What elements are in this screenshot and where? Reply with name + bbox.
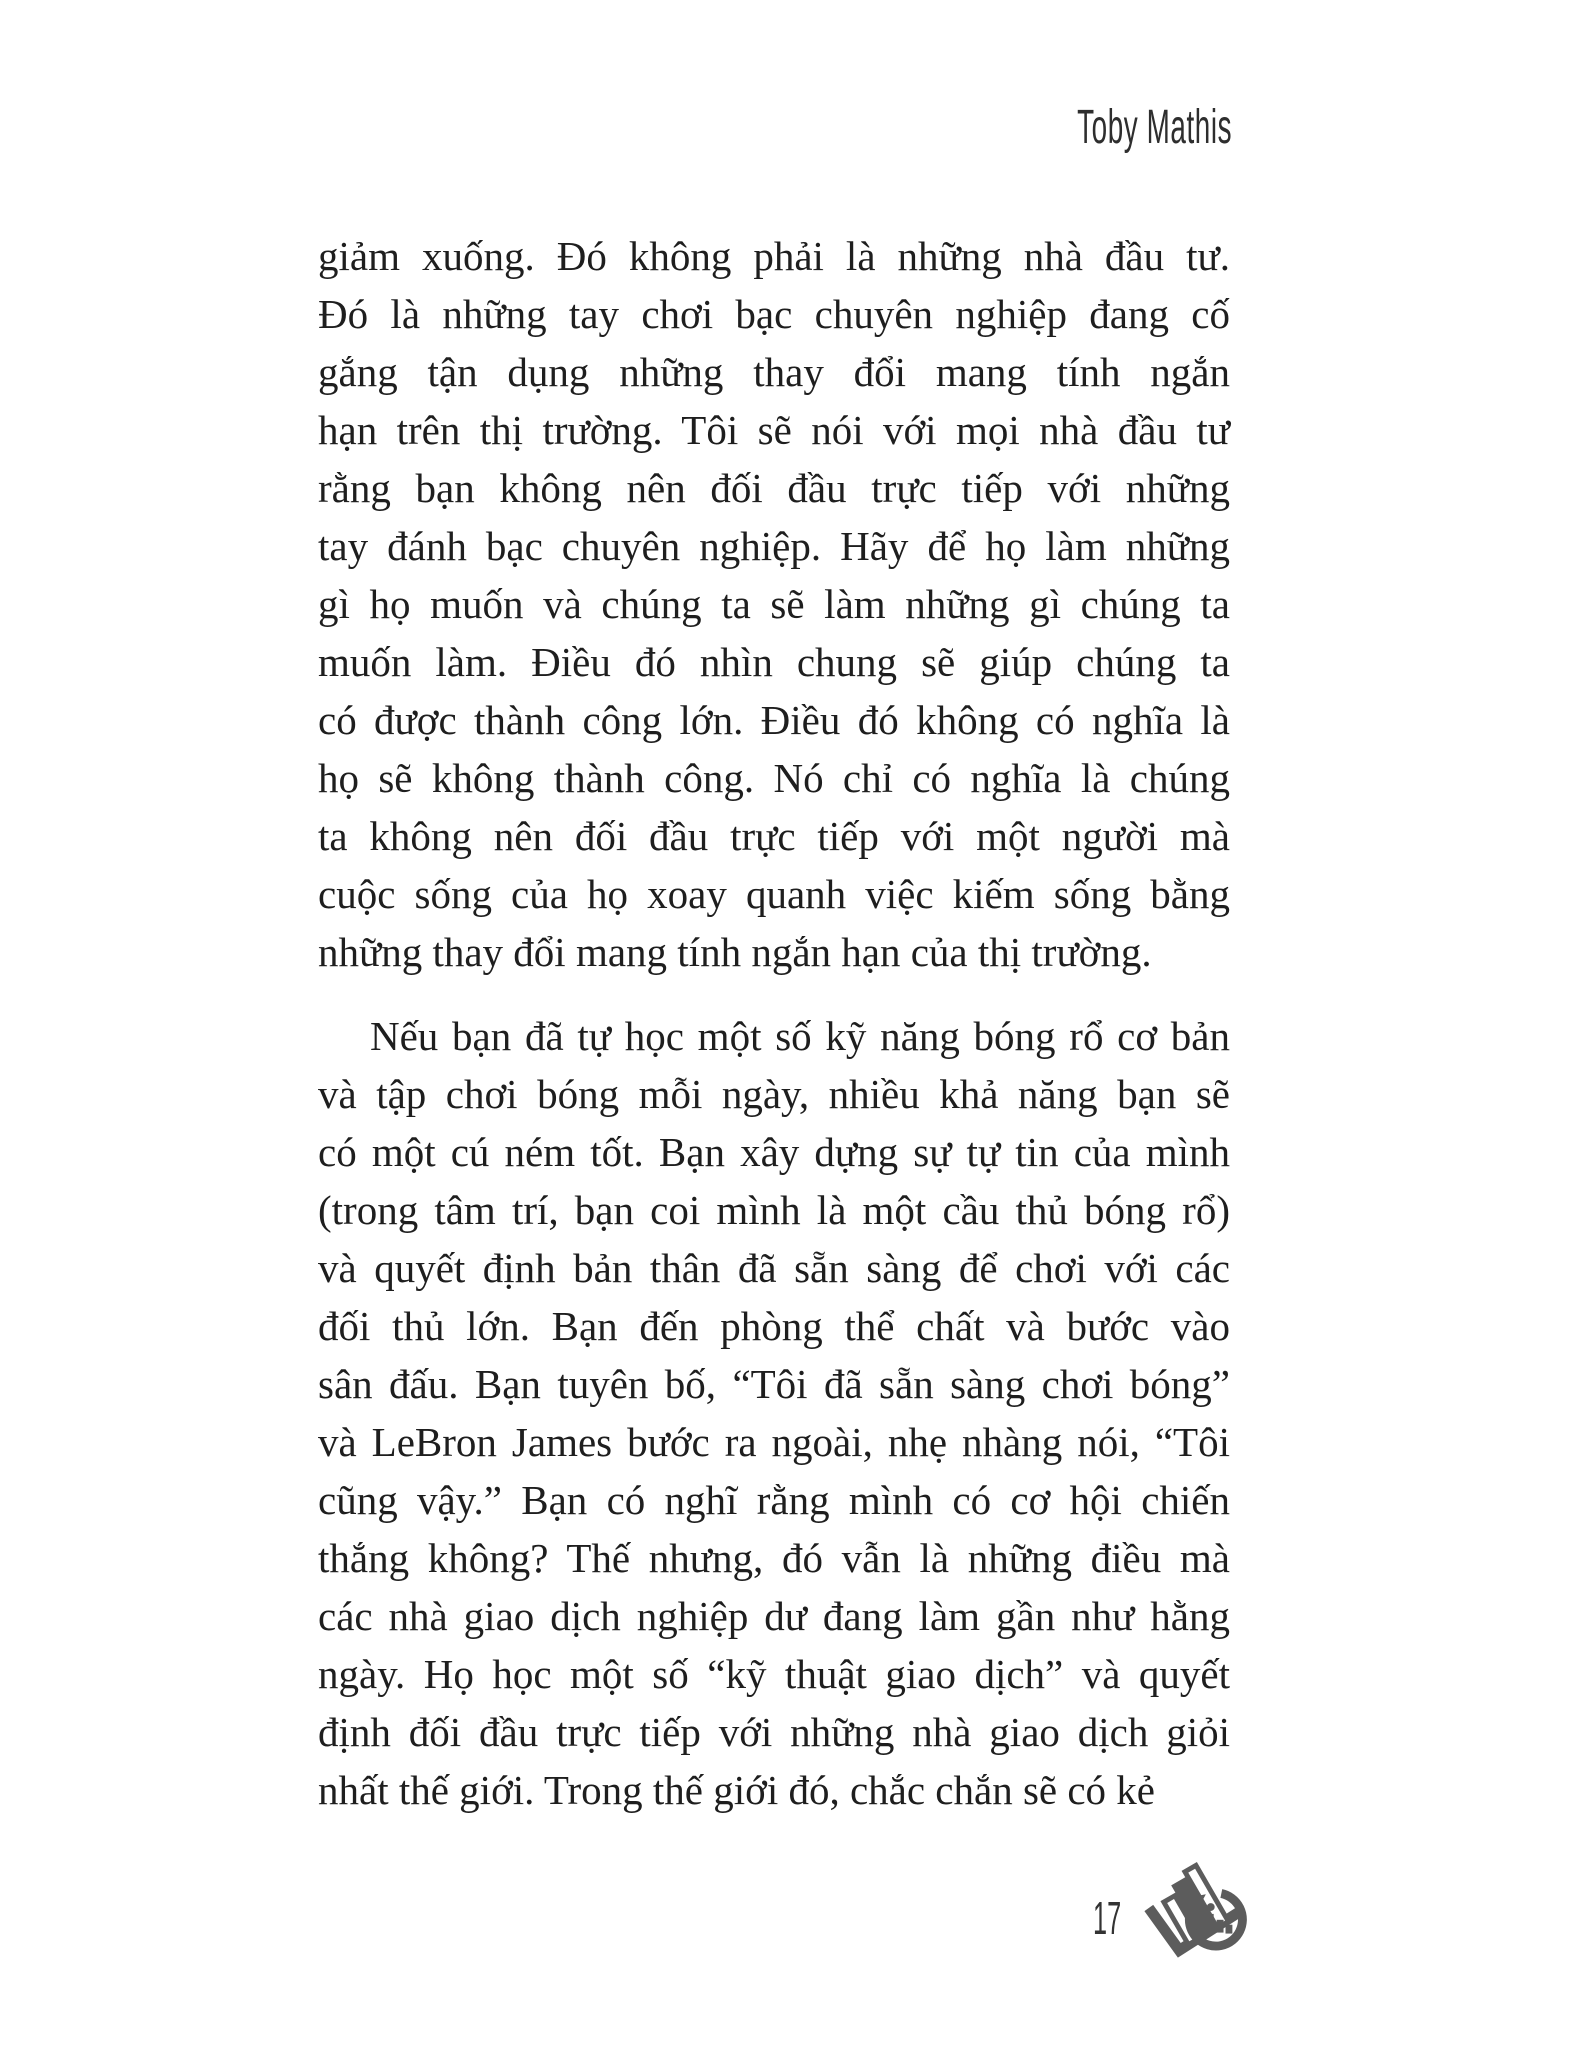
text-line: họ sẽ không thành công. Nó chỉ có nghĩa là chúng [318, 755, 1230, 801]
text-line: muốn làm. Điều đó nhìn chung sẽ giúp chúng ta [318, 639, 1230, 685]
text-line: các nhà giao dịch nghiệp dư đang làm gần như hằng [318, 1593, 1230, 1639]
text-line: giảm xuống. Đó không phải là những nhà đầu tư. [318, 233, 1230, 279]
text-line: tay đánh bạc chuyên nghiệp. Hãy để họ làm những [318, 523, 1230, 569]
paragraph [318, 1007, 1230, 1819]
page-footer [1085, 1855, 1265, 1965]
running-header-author: Toby Mathis [1077, 101, 1232, 154]
paragraph [318, 227, 1230, 981]
page-number: 17 [1093, 1892, 1122, 1944]
text-line: đối thủ lớn. Bạn đến phòng thể chất và bước vào [318, 1303, 1230, 1349]
bar-chart-cycle-logo-icon [1137, 1857, 1255, 1959]
text-line: định đối đầu trực tiếp với những nhà giao dịch giỏi [318, 1709, 1230, 1755]
text-line: sân đấu. Bạn tuyên bố, “Tôi đã sẵn sàng chơi bóng” [318, 1361, 1230, 1407]
body-text-block [318, 227, 1230, 1819]
text-line: Đó là những tay chơi bạc chuyên nghiệp đang cố [318, 291, 1230, 337]
text-line: rằng bạn không nên đối đầu trực tiếp với những [318, 465, 1230, 511]
text-line: và tập chơi bóng mỗi ngày, nhiều khả năng bạn sẽ [318, 1071, 1230, 1117]
text-line: thắng không? Thế nhưng, đó vẫn là những điều mà [318, 1535, 1230, 1581]
text-line: gắng tận dụng những thay đổi mang tính ngắn [318, 349, 1230, 395]
text-line: (trong tâm trí, bạn coi mình là một cầu thủ bóng rổ) [318, 1187, 1230, 1233]
text-line: và LeBron James bước ra ngoài, nhẹ nhàng nói, “Tôi [318, 1419, 1230, 1465]
text-line: có một cú ném tốt. Bạn xây dựng sự tự tin của mình [318, 1129, 1230, 1175]
text-line: những thay đổi mang tính ngắn hạn của thị trường. [318, 929, 1152, 975]
text-line: và quyết định bản thân đã sẵn sàng để chơi với các [318, 1245, 1230, 1291]
text-line: nhất thế giới. Trong thế giới đó, chắc chắn sẽ có kẻ [318, 1767, 1155, 1813]
text-line: hạn trên thị trường. Tôi sẽ nói với mọi nhà đầu tư [318, 407, 1230, 453]
text-line: ta không nên đối đầu trực tiếp với một người mà [318, 813, 1230, 859]
text-line: cũng vậy.” Bạn có nghĩ rằng mình có cơ hội chiến [318, 1477, 1230, 1523]
text-line: ngày. Họ học một số “kỹ thuật giao dịch” và quyết [318, 1651, 1230, 1697]
text-line: cuộc sống của họ xoay quanh việc kiếm sống bằng [318, 871, 1230, 917]
text-line: Nếu bạn đã tự học một số kỹ năng bóng rổ cơ bản [370, 1013, 1230, 1059]
text-line: có được thành công lớn. Điều đó không có nghĩa là [318, 697, 1230, 743]
text-line: gì họ muốn và chúng ta sẽ làm những gì chúng ta [318, 581, 1230, 627]
